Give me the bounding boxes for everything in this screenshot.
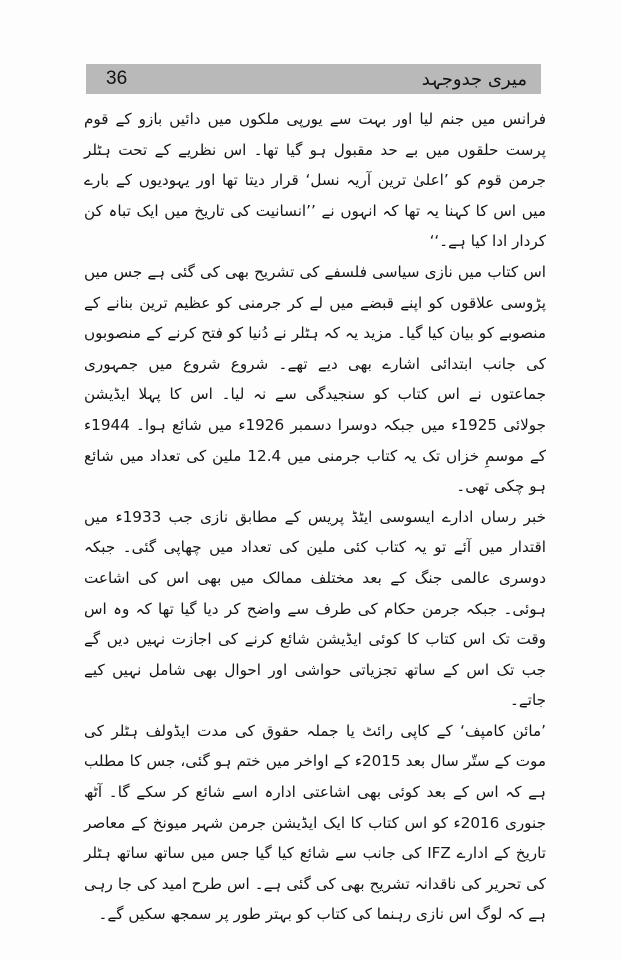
page-number: 36 xyxy=(106,68,128,89)
paragraph-3: خبر رساں ادارے ایسوسی ایٹڈ پریس کے مطابق نازی جب 1933ء میں اقتدار میں آئے تو یہ کتاب کئی ملین کی تعداد میں چھاپی گئی۔ جبکہ دوسری عالمی جنگ کے بعد مختلف ممالک میں بھی اس کی اشاعت ہوئی۔ جبکہ جرمن حکام کی طرف سے واضح کر دیا گیا تھا کہ وہ اس وقت تک اس کتاب کا کوئی ایڈیشن شائع کرنے کی اجازت نہیں دیں گے جب تک اس کے ساتھ تجزیاتی حواشی اور احوال بھی شامل نہیں کیے جاتے۔ xyxy=(84,507,546,710)
paragraph-1: فرانس میں جنم لیا اور بہت سے یورپی ملکوں میں دائیں بازو کے قوم پرست حلقوں میں بے حد مقبول ہو گیا تھا۔ اس نظریے کے تحت ہٹلر جرمن قوم کو ’اعلیٰ ترین آریہ نسل‘ قرار دیتا تھا اور یہودیوں کے بارے میں اس کا کہنا یہ تھا کہ انہوں نے ’’انسانیت کی تاریخ میں ایک تباہ کن کردار ادا کیا ہے۔‘‘ xyxy=(84,110,546,251)
paragraph-2: اس کتاب میں نازی سیاسی فلسفے کی تشریح بھی کی گئی ہے جس میں پڑوسی علاقوں کو اپنے قبضے میں لے کر جرمنی کو عظیم ترین بنانے کے منصوبے کو بیان کیا گیا۔ مزید یہ کہ ہٹلر نے دُنیا کو فتح کرنے کے منصوبوں کی جانب ابتدائی اشارے بھی دیے تھے۔ شروع شروع میں جمہوری جماعتوں نے اس کتاب کو سنجیدگی سے نہ لیا۔ اس کا پہلا ایڈیشن جولائی 1925ء میں جبکہ دوسرا دسمبر 1926ء میں شائع ہوا۔ 1944ء کے موسمِ خزاں تک یہ کتاب جرمنی میں 12.4 ملین کی تعداد میں شائع ہو چکی تھی۔ xyxy=(84,262,546,496)
running-title: میری جدوجہد xyxy=(421,68,527,90)
paragraph-4: ’مائن کامپف‘ کے کاپی رائٹ یا جملہ حقوق کی مدت ایڈولف ہٹلر کی موت کے ستّر سال بعد 2015ء کے اواخر میں ختم ہو گئی، جس کا مطلب ہے کہ اس کے بعد کوئی بھی اشاعتی ادارہ اسے شائع کر سکے گا۔ آٹھ جنوری 2016ء کو اس کتاب کا ایک ایڈیشن جرمن شہر میونخ کے معاصر تاریخ کے ادارے IFZ کی جانب سے شائع کیا گیا جس میں ساتھ ساتھ ہٹلر کی تحریر کی ناقدانہ تشریح بھی کی گئی ہے۔ اس طرح امید کی جا رہی ہے کہ لوگ اس نازی رہنما کی کتاب کو بہتر طور پر سمجھ سکیں گے۔ xyxy=(84,721,546,924)
page-header-bar xyxy=(86,64,541,94)
body-text xyxy=(84,104,546,930)
